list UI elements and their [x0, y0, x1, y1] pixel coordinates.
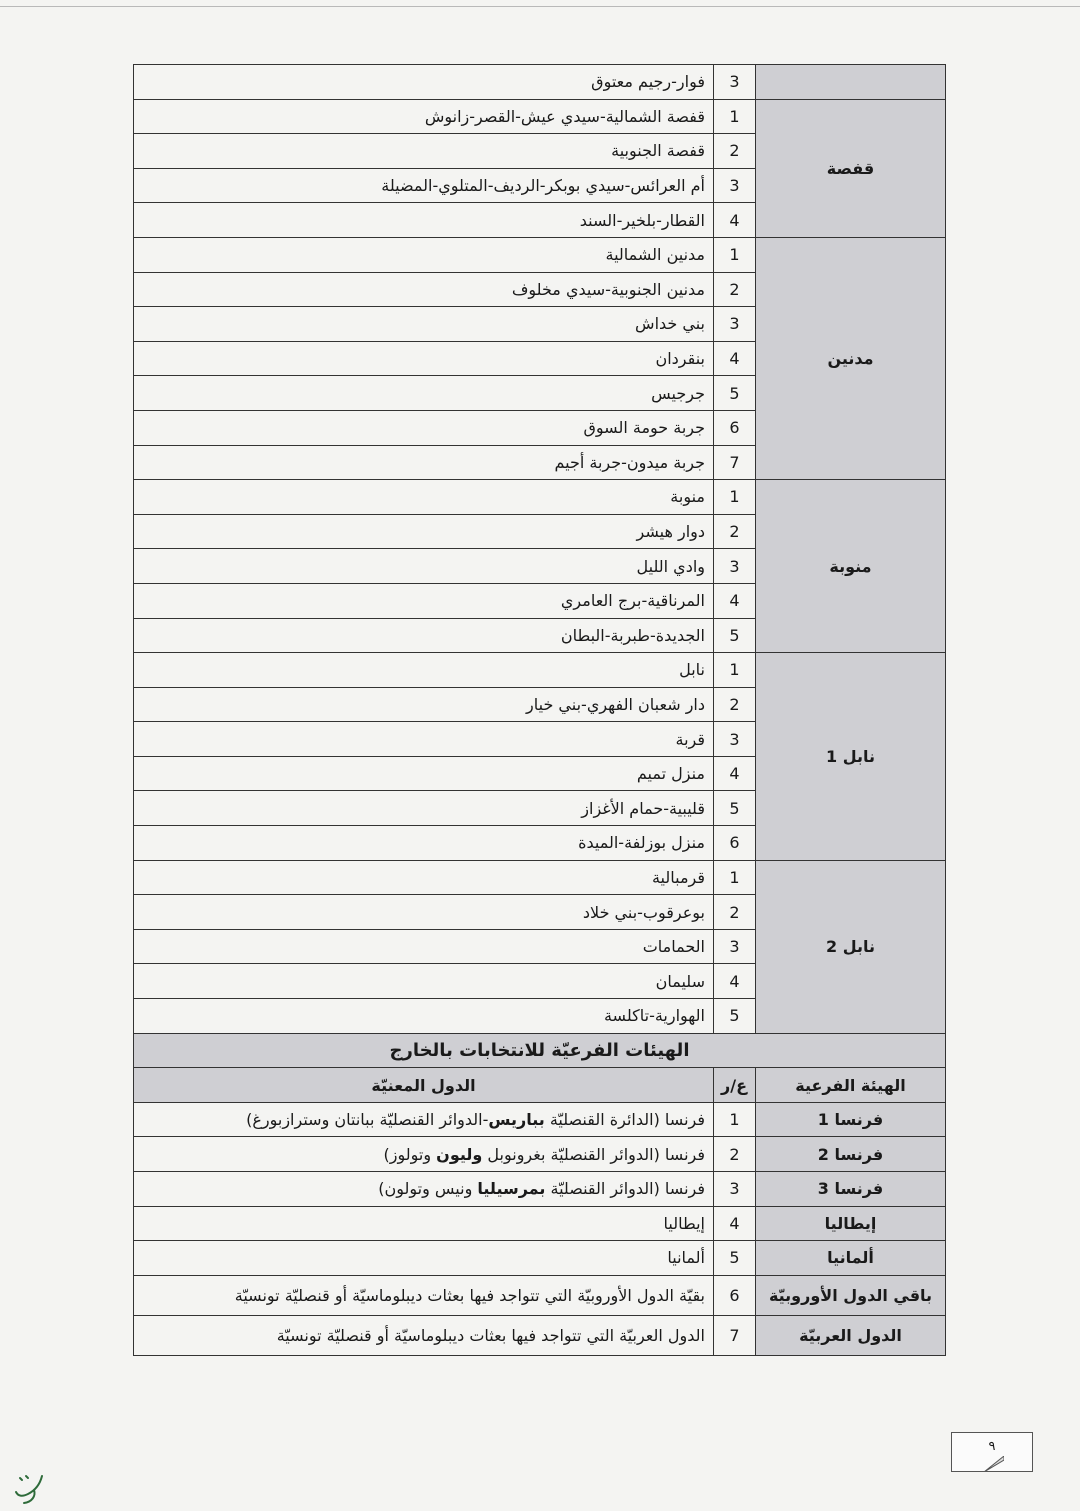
delegation-name: جرجيس [134, 376, 714, 411]
row-number: 3 [714, 549, 756, 584]
row-number: 3 [714, 929, 756, 964]
region-cell: مدنين [756, 237, 946, 479]
table-body [134, 65, 946, 1356]
delegation-name: قربة [134, 722, 714, 757]
countries-text: فرنسا (الدوائر القنصليّة [545, 1179, 705, 1199]
countries-text-rest: وتولوز) [383, 1144, 437, 1164]
delegation-name: وادي الليل [134, 549, 714, 584]
row-number: 4 [714, 964, 756, 999]
delegation-name: منزل بوزلفة-الميدة [134, 826, 714, 861]
column-header-countries: الدول المعنيّة [134, 1068, 714, 1103]
abroad-section-header [134, 1033, 946, 1068]
delegation-name: دوار هيشر [134, 514, 714, 549]
sub-authority-name: فرنسا 3 [756, 1172, 946, 1207]
delegation-name: المرناقية-برج العامري [134, 583, 714, 618]
row-number: 4 [714, 341, 756, 376]
delegation-name: الحمامات [134, 929, 714, 964]
row-number: 5 [714, 999, 756, 1034]
sub-authority-table [133, 64, 946, 1356]
row-number: 2 [714, 895, 756, 930]
countries-text-rest: -الدوائر القنصليّة ببانتان وسترازبورغ) [246, 1110, 489, 1130]
row-number: 1 [714, 237, 756, 272]
region-cell: قفصة [756, 99, 946, 237]
row-number: 7 [714, 445, 756, 480]
table-row [134, 1137, 946, 1172]
countries-highlight: بمرسيليا [477, 1179, 546, 1199]
row-number: 1 [714, 653, 756, 688]
table-row [134, 1206, 946, 1241]
countries-cell [134, 1241, 714, 1276]
row-number: 3 [714, 65, 756, 100]
countries-text: إيطاليا [663, 1213, 705, 1233]
handwritten-signature [12, 1470, 52, 1506]
delegation-name: سليمان [134, 964, 714, 999]
sub-authority-name: باقي الدول الأوروبيّة [756, 1275, 946, 1315]
delegation-name: القطار-بلخير-السند [134, 203, 714, 238]
delegation-name: قفصة الشمالية-سيدي عيش-القصر-زانوش [134, 99, 714, 134]
delegation-name: الهوارية-تاكلسة [134, 999, 714, 1034]
countries-cell [134, 1206, 714, 1241]
row-number: 3 [714, 1172, 756, 1207]
delegation-name: قفصة الجنوبية [134, 134, 714, 169]
row-number: 2 [714, 134, 756, 169]
table-row [134, 1241, 946, 1276]
row-number: 2 [714, 687, 756, 722]
delegation-name: منوبة [134, 480, 714, 515]
countries-text: فرنسا (الدائرة القنصليّة [544, 1110, 705, 1130]
delegation-name: دار شعبان الفهري-بني خيار [134, 687, 714, 722]
row-number: 1 [714, 480, 756, 515]
abroad-column-headers [134, 1068, 946, 1103]
sub-authority-name: فرنسا 1 [756, 1102, 946, 1137]
sub-authority-name: إيطاليا [756, 1206, 946, 1241]
sub-authority-name: الدول العربيّة [756, 1315, 946, 1355]
column-header-body: الهيئة الفرعية [756, 1068, 946, 1103]
row-number: 6 [714, 826, 756, 861]
table-row [134, 1275, 946, 1315]
countries-cell [134, 1137, 714, 1172]
countries-text: بقيّة الدول الأوروبيّة التي تتواجد فيها بعثات ديبلوماسيّة أو قنصليّة تونسيّة [234, 1285, 705, 1305]
delegation-name: قليبية-حمام الأغزاز [134, 791, 714, 826]
row-number: 5 [714, 376, 756, 411]
row-number: 4 [714, 203, 756, 238]
row-number: 7 [714, 1315, 756, 1355]
delegation-name: مدنين الشمالية [134, 237, 714, 272]
delegation-name: بني خداش [134, 307, 714, 342]
abroad-section-title: الهيئات الفرعيّة للانتخابات بالخارج [134, 1033, 946, 1068]
delegation-name: مدنين الجنوبية-سيدي مخلوف [134, 272, 714, 307]
delegation-name: قرمبالية [134, 860, 714, 895]
table-row [134, 1102, 946, 1137]
countries-highlight: بباريس [488, 1110, 545, 1130]
sub-authority-name: فرنسا 2 [756, 1137, 946, 1172]
top-rule [0, 6, 1080, 7]
table-row [134, 480, 946, 515]
row-number: 2 [714, 514, 756, 549]
countries-text: الدول العربيّة التي تتواجد فيها بعثات ديبلوماسيّة أو قنصليّة تونسيّة [276, 1325, 705, 1345]
table-row [134, 860, 946, 895]
sub-authority-name: ألمانيا [756, 1241, 946, 1276]
countries-text: ألمانيا [667, 1248, 705, 1268]
table-row [134, 653, 946, 688]
row-number: 1 [714, 1102, 756, 1137]
table-row [134, 1315, 946, 1355]
row-number: 6 [714, 1275, 756, 1315]
page-number: ٩ [988, 1439, 996, 1454]
row-number: 1 [714, 99, 756, 134]
table-row [134, 237, 946, 272]
countries-highlight: وليون [436, 1144, 483, 1164]
delegation-name: بوعرقوب-بني خلاد [134, 895, 714, 930]
row-number: 6 [714, 410, 756, 445]
row-number: 5 [714, 791, 756, 826]
row-number: 3 [714, 168, 756, 203]
row-number: 3 [714, 722, 756, 757]
countries-text-rest: ونيس وتولون) [378, 1179, 478, 1199]
region-cell: نابل 1 [756, 653, 946, 861]
delegation-name: فوار-رجيم معتوق [134, 65, 714, 100]
region-cell: منوبة [756, 480, 946, 653]
row-number: 4 [714, 1206, 756, 1241]
table-row [134, 1172, 946, 1207]
table-row [134, 65, 946, 100]
delegation-name: الجديدة-طبربة-البطان [134, 618, 714, 653]
row-number: 3 [714, 307, 756, 342]
countries-cell [134, 1315, 714, 1355]
row-number: 4 [714, 583, 756, 618]
countries-cell [134, 1275, 714, 1315]
delegation-name: جربة ميدون-جربة أجيم [134, 445, 714, 480]
region-cell [756, 65, 946, 100]
column-header-number: ع/ر [714, 1068, 756, 1103]
row-number: 5 [714, 618, 756, 653]
delegation-name: بنقردان [134, 341, 714, 376]
countries-cell [134, 1102, 714, 1137]
delegation-name: منزل تميم [134, 756, 714, 791]
countries-text: فرنسا (الدوائر القنصليّة بغرونوبل [482, 1144, 705, 1164]
row-number: 2 [714, 1137, 756, 1172]
row-number: 4 [714, 756, 756, 791]
row-number: 2 [714, 272, 756, 307]
countries-cell [134, 1172, 714, 1207]
table-row [134, 99, 946, 134]
row-number: 5 [714, 1241, 756, 1276]
page-corner-fold-icon [984, 1456, 1004, 1472]
delegation-name: نابل [134, 653, 714, 688]
row-number: 1 [714, 860, 756, 895]
delegation-name: جربة حومة السوق [134, 410, 714, 445]
delegation-name: أم العرائس-سيدي بوبكر-الرديف-المتلوي-المضيلة [134, 168, 714, 203]
region-cell: نابل 2 [756, 860, 946, 1033]
